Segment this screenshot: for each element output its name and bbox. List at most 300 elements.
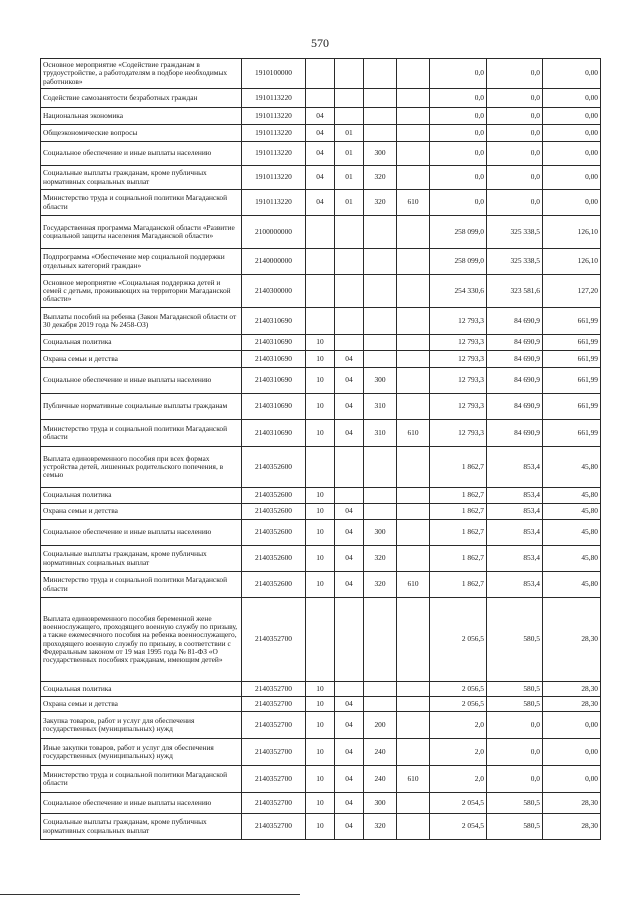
row-name: Общеэкономические вопросы	[41, 125, 242, 142]
execution-percent: 661,99	[543, 351, 601, 368]
row-name: Охрана семьи и детства	[41, 351, 242, 368]
section-code: 10	[306, 682, 335, 697]
row-name: Социальное обеспечение и иные выплаты населению	[41, 142, 242, 166]
subsection-code: 04	[335, 504, 364, 520]
row-name: Государственная программа Магаданской области «Развитие социальной защиты населения Магаданской области»	[41, 216, 242, 249]
row-name: Социальное обеспечение и иные выплаты населению	[41, 520, 242, 546]
ministry-code	[397, 89, 430, 108]
subsection-code: 01	[335, 142, 364, 166]
expense-type-code: 310	[364, 394, 397, 420]
table-row	[41, 394, 601, 420]
expense-type-code	[364, 216, 397, 249]
subsection-code	[335, 89, 364, 108]
expense-type-code: 300	[364, 793, 397, 814]
planned-amount: 1 862,7	[430, 546, 487, 572]
expense-type-code: 310	[364, 420, 397, 447]
target-code: 1910113220	[242, 125, 306, 142]
planned-amount: 12 793,3	[430, 368, 487, 394]
planned-amount: 0,0	[430, 166, 487, 190]
section-code: 10	[306, 420, 335, 447]
planned-amount: 1 862,7	[430, 572, 487, 598]
subsection-code: 04	[335, 572, 364, 598]
target-code: 2140310690	[242, 368, 306, 394]
row-name: Социальные выплаты гражданам, кроме публичных нормативных социальных выплат	[41, 546, 242, 572]
ministry-code	[397, 447, 430, 488]
execution-percent: 28,30	[543, 697, 601, 712]
target-code: 1910113220	[242, 142, 306, 166]
ministry-code: 610	[397, 190, 430, 216]
table-row	[41, 598, 601, 682]
table-row	[41, 520, 601, 546]
subsection-code: 04	[335, 697, 364, 712]
expense-type-code: 320	[364, 166, 397, 190]
target-code: 2140352700	[242, 814, 306, 840]
row-name: Выплата единовременного пособия беременной жене военнослужащего, проходящего военную службу по призыву, а также ежемесячного пособия на ребенка военнослужащего, проходящего военную службу по призыву, в соответствии с Федеральным законом от 19 мая 1995 года № 81-ФЗ «О государственных пособиях гражданам, имеющим детей»	[41, 598, 242, 682]
subsection-code	[335, 216, 364, 249]
subsection-code	[335, 488, 364, 504]
expense-type-code	[364, 335, 397, 351]
actual-amount: 0,0	[487, 766, 543, 793]
ministry-code	[397, 520, 430, 546]
expense-type-code	[364, 89, 397, 108]
expense-type-code	[364, 697, 397, 712]
ministry-code	[397, 739, 430, 766]
execution-percent: 0,00	[543, 125, 601, 142]
planned-amount: 0,0	[430, 142, 487, 166]
row-name: Социальная политика	[41, 488, 242, 504]
section-code	[306, 308, 335, 335]
table-row	[41, 335, 601, 351]
planned-amount: 12 793,3	[430, 335, 487, 351]
table-row	[41, 190, 601, 216]
subsection-code: 04	[335, 712, 364, 739]
ministry-code	[397, 108, 430, 125]
row-name: Подпрограмма «Обеспечение мер социальной поддержки отдельных категорий граждан»	[41, 249, 242, 275]
actual-amount: 853,4	[487, 546, 543, 572]
table-row	[41, 368, 601, 394]
execution-percent: 28,30	[543, 598, 601, 682]
row-name: Социальное обеспечение и иные выплаты населению	[41, 793, 242, 814]
execution-percent: 45,80	[543, 488, 601, 504]
planned-amount: 0,0	[430, 190, 487, 216]
table-row	[41, 739, 601, 766]
target-code: 2140352600	[242, 504, 306, 520]
ministry-code	[397, 793, 430, 814]
target-code: 2140300000	[242, 275, 306, 308]
table-row	[41, 125, 601, 142]
planned-amount: 2,0	[430, 739, 487, 766]
actual-amount: 853,4	[487, 504, 543, 520]
expense-type-code	[364, 308, 397, 335]
planned-amount: 2 056,5	[430, 697, 487, 712]
expense-type-code: 300	[364, 520, 397, 546]
section-code: 04	[306, 166, 335, 190]
section-code: 04	[306, 142, 335, 166]
subsection-code	[335, 108, 364, 125]
execution-percent: 0,00	[543, 712, 601, 739]
row-name: Социальные выплаты гражданам, кроме публичных нормативных социальных выплат	[41, 814, 242, 840]
expense-type-code	[364, 59, 397, 89]
actual-amount: 325 338,5	[487, 216, 543, 249]
planned-amount: 0,0	[430, 89, 487, 108]
planned-amount: 12 793,3	[430, 351, 487, 368]
row-name: Основное мероприятие «Содействие гражданам в трудоустройстве, а работодателям в подборе необходимых работников»	[41, 59, 242, 89]
execution-percent: 0,00	[543, 766, 601, 793]
section-code: 10	[306, 488, 335, 504]
execution-percent: 126,10	[543, 216, 601, 249]
target-code: 1910113220	[242, 166, 306, 190]
section-code: 10	[306, 351, 335, 368]
row-name: Закупка товаров, работ и услуг для обеспечения государственных (муниципальных) нужд	[41, 712, 242, 739]
footer-rule	[0, 894, 300, 895]
table-row	[41, 766, 601, 793]
row-name: Содействие самозанятости безработных граждан	[41, 89, 242, 108]
section-code	[306, 598, 335, 682]
ministry-code	[397, 142, 430, 166]
target-code: 2140352600	[242, 546, 306, 572]
row-name: Основное мероприятие «Социальная поддержка детей и семей с детьми, проживающих на территории Магаданской области»	[41, 275, 242, 308]
section-code	[306, 216, 335, 249]
planned-amount: 1 862,7	[430, 520, 487, 546]
execution-percent: 45,80	[543, 546, 601, 572]
planned-amount: 12 793,3	[430, 308, 487, 335]
planned-amount: 2 054,5	[430, 814, 487, 840]
subsection-code	[335, 59, 364, 89]
expense-type-code: 240	[364, 739, 397, 766]
target-code: 2140310690	[242, 335, 306, 351]
ministry-code: 610	[397, 766, 430, 793]
section-code	[306, 59, 335, 89]
ministry-code	[397, 697, 430, 712]
target-code: 2140310690	[242, 308, 306, 335]
target-code: 1910100000	[242, 59, 306, 89]
expense-type-code: 240	[364, 766, 397, 793]
table-row	[41, 572, 601, 598]
subsection-code: 04	[335, 420, 364, 447]
execution-percent: 0,00	[543, 108, 601, 125]
expense-type-code: 320	[364, 190, 397, 216]
table-body	[41, 59, 601, 840]
ministry-code	[397, 712, 430, 739]
actual-amount: 580,5	[487, 793, 543, 814]
table-row	[41, 59, 601, 89]
row-name: Министерство труда и социальной политики Магаданской области	[41, 572, 242, 598]
actual-amount: 580,5	[487, 697, 543, 712]
planned-amount: 254 330,6	[430, 275, 487, 308]
table-row	[41, 546, 601, 572]
subsection-code	[335, 335, 364, 351]
table-row	[41, 142, 601, 166]
actual-amount: 84 690,9	[487, 368, 543, 394]
target-code: 2140352600	[242, 447, 306, 488]
execution-percent: 45,80	[543, 572, 601, 598]
actual-amount: 325 338,5	[487, 249, 543, 275]
target-code: 2140352700	[242, 697, 306, 712]
row-name: Министерство труда и социальной политики Магаданской области	[41, 420, 242, 447]
actual-amount: 580,5	[487, 682, 543, 697]
section-code: 10	[306, 335, 335, 351]
row-name: Национальная экономика	[41, 108, 242, 125]
target-code: 2100000000	[242, 216, 306, 249]
execution-percent: 661,99	[543, 394, 601, 420]
row-name: Социальная политика	[41, 682, 242, 697]
expense-type-code	[364, 598, 397, 682]
subsection-code	[335, 308, 364, 335]
ministry-code	[397, 166, 430, 190]
ministry-code	[397, 308, 430, 335]
planned-amount: 12 793,3	[430, 420, 487, 447]
section-code	[306, 275, 335, 308]
table-row	[41, 793, 601, 814]
ministry-code	[397, 368, 430, 394]
execution-percent: 0,00	[543, 142, 601, 166]
ministry-code	[397, 59, 430, 89]
section-code: 04	[306, 190, 335, 216]
subsection-code: 04	[335, 793, 364, 814]
actual-amount: 0,0	[487, 108, 543, 125]
target-code: 1910113220	[242, 89, 306, 108]
planned-amount: 1 862,7	[430, 504, 487, 520]
actual-amount: 0,0	[487, 739, 543, 766]
section-code: 10	[306, 766, 335, 793]
execution-percent: 28,30	[543, 814, 601, 840]
planned-amount: 2,0	[430, 712, 487, 739]
budget-table	[40, 58, 601, 840]
ministry-code	[397, 351, 430, 368]
actual-amount: 0,0	[487, 190, 543, 216]
ministry-code	[397, 335, 430, 351]
target-code: 1910113220	[242, 108, 306, 125]
expense-type-code: 300	[364, 368, 397, 394]
execution-percent: 0,00	[543, 190, 601, 216]
expense-type-code	[364, 125, 397, 142]
section-code: 10	[306, 697, 335, 712]
table-row	[41, 447, 601, 488]
expense-type-code	[364, 108, 397, 125]
planned-amount: 0,0	[430, 59, 487, 89]
ministry-code	[397, 488, 430, 504]
section-code: 10	[306, 793, 335, 814]
target-code: 2140310690	[242, 420, 306, 447]
table-row	[41, 216, 601, 249]
target-code: 2140000000	[242, 249, 306, 275]
table-row	[41, 814, 601, 840]
execution-percent: 0,00	[543, 739, 601, 766]
expense-type-code	[364, 682, 397, 697]
ministry-code	[397, 546, 430, 572]
section-code: 04	[306, 108, 335, 125]
subsection-code	[335, 447, 364, 488]
execution-percent: 126,10	[543, 249, 601, 275]
planned-amount: 2 056,5	[430, 682, 487, 697]
table-row	[41, 249, 601, 275]
section-code: 10	[306, 504, 335, 520]
target-code: 2140352600	[242, 520, 306, 546]
execution-percent: 45,80	[543, 504, 601, 520]
row-name: Выплата единовременного пособия при всех формах устройства детей, лишенных родительского попечения, в семью	[41, 447, 242, 488]
ministry-code	[397, 125, 430, 142]
execution-percent: 0,00	[543, 166, 601, 190]
target-code: 1910113220	[242, 190, 306, 216]
table-row	[41, 108, 601, 125]
table-row	[41, 308, 601, 335]
actual-amount: 84 690,9	[487, 420, 543, 447]
actual-amount: 84 690,9	[487, 351, 543, 368]
actual-amount: 853,4	[487, 572, 543, 598]
target-code: 2140352700	[242, 793, 306, 814]
subsection-code	[335, 682, 364, 697]
table-row	[41, 504, 601, 520]
row-name: Социальные выплаты гражданам, кроме публичных нормативных социальных выплат	[41, 166, 242, 190]
table-row	[41, 351, 601, 368]
execution-percent: 45,80	[543, 520, 601, 546]
expense-type-code	[364, 488, 397, 504]
section-code: 04	[306, 125, 335, 142]
table-row	[41, 166, 601, 190]
ministry-code: 610	[397, 420, 430, 447]
section-code: 10	[306, 520, 335, 546]
expense-type-code	[364, 447, 397, 488]
planned-amount: 2 054,5	[430, 793, 487, 814]
target-code: 2140352700	[242, 682, 306, 697]
subsection-code: 01	[335, 125, 364, 142]
subsection-code: 04	[335, 766, 364, 793]
subsection-code: 04	[335, 368, 364, 394]
table-row	[41, 682, 601, 697]
planned-amount: 258 099,0	[430, 216, 487, 249]
actual-amount: 84 690,9	[487, 308, 543, 335]
section-code	[306, 89, 335, 108]
expense-type-code	[364, 275, 397, 308]
execution-percent: 661,99	[543, 368, 601, 394]
section-code	[306, 249, 335, 275]
actual-amount: 84 690,9	[487, 335, 543, 351]
row-name: Иные закупки товаров, работ и услуг для обеспечения государственных (муниципальных) нужд	[41, 739, 242, 766]
execution-percent: 127,20	[543, 275, 601, 308]
section-code: 10	[306, 739, 335, 766]
row-name: Министерство труда и социальной политики Магаданской области	[41, 766, 242, 793]
row-name: Министерство труда и социальной политики Магаданской области	[41, 190, 242, 216]
subsection-code	[335, 598, 364, 682]
row-name: Социальная политика	[41, 335, 242, 351]
execution-percent: 661,99	[543, 420, 601, 447]
subsection-code: 04	[335, 546, 364, 572]
actual-amount: 580,5	[487, 814, 543, 840]
subsection-code	[335, 249, 364, 275]
section-code: 10	[306, 712, 335, 739]
subsection-code: 01	[335, 166, 364, 190]
actual-amount: 84 690,9	[487, 394, 543, 420]
actual-amount: 0,0	[487, 59, 543, 89]
expense-type-code: 320	[364, 572, 397, 598]
expense-type-code: 320	[364, 546, 397, 572]
section-code	[306, 447, 335, 488]
subsection-code: 04	[335, 739, 364, 766]
planned-amount: 2 056,5	[430, 598, 487, 682]
planned-amount: 258 099,0	[430, 249, 487, 275]
target-code: 2140352600	[242, 572, 306, 598]
subsection-code	[335, 275, 364, 308]
actual-amount: 580,5	[487, 598, 543, 682]
row-name: Выплаты пособий на ребенка (Закон Магаданской области от 30 декабря 2019 года № 2458-ОЗ)	[41, 308, 242, 335]
table-row	[41, 697, 601, 712]
execution-percent: 45,80	[543, 447, 601, 488]
expense-type-code	[364, 249, 397, 275]
table-row	[41, 420, 601, 447]
section-code: 10	[306, 368, 335, 394]
planned-amount: 1 862,7	[430, 447, 487, 488]
expense-type-code	[364, 504, 397, 520]
subsection-code: 04	[335, 520, 364, 546]
subsection-code: 04	[335, 351, 364, 368]
target-code: 2140352700	[242, 598, 306, 682]
ministry-code	[397, 598, 430, 682]
actual-amount: 323 581,6	[487, 275, 543, 308]
actual-amount: 853,4	[487, 488, 543, 504]
target-code: 2140310690	[242, 351, 306, 368]
table-row	[41, 712, 601, 739]
planned-amount: 2,0	[430, 766, 487, 793]
table-row	[41, 275, 601, 308]
row-name: Социальное обеспечение и иные выплаты населению	[41, 368, 242, 394]
actual-amount: 853,4	[487, 520, 543, 546]
table-row	[41, 488, 601, 504]
section-code: 10	[306, 394, 335, 420]
execution-percent: 661,99	[543, 335, 601, 351]
subsection-code: 04	[335, 814, 364, 840]
target-code: 2140352700	[242, 712, 306, 739]
subsection-code: 01	[335, 190, 364, 216]
actual-amount: 0,0	[487, 89, 543, 108]
actual-amount: 853,4	[487, 447, 543, 488]
row-name: Охрана семьи и детства	[41, 504, 242, 520]
actual-amount: 0,0	[487, 125, 543, 142]
execution-percent: 0,00	[543, 89, 601, 108]
planned-amount: 0,0	[430, 125, 487, 142]
expense-type-code	[364, 351, 397, 368]
target-code: 2140352700	[242, 766, 306, 793]
ministry-code	[397, 249, 430, 275]
planned-amount: 0,0	[430, 108, 487, 125]
subsection-code: 04	[335, 394, 364, 420]
ministry-code	[397, 394, 430, 420]
ministry-code	[397, 504, 430, 520]
section-code: 10	[306, 572, 335, 598]
ministry-code: 610	[397, 572, 430, 598]
target-code: 2140310690	[242, 394, 306, 420]
page-number: 570	[311, 36, 329, 50]
actual-amount: 0,0	[487, 166, 543, 190]
table-row	[41, 89, 601, 108]
planned-amount: 1 862,7	[430, 488, 487, 504]
execution-percent: 28,30	[543, 682, 601, 697]
ministry-code	[397, 814, 430, 840]
section-code: 10	[306, 814, 335, 840]
expense-type-code: 200	[364, 712, 397, 739]
expense-type-code: 300	[364, 142, 397, 166]
section-code: 10	[306, 546, 335, 572]
row-name: Охрана семьи и детства	[41, 697, 242, 712]
execution-percent: 28,30	[543, 793, 601, 814]
target-code: 2140352700	[242, 739, 306, 766]
row-name: Публичные нормативные социальные выплаты гражданам	[41, 394, 242, 420]
expense-type-code: 320	[364, 814, 397, 840]
ministry-code	[397, 682, 430, 697]
ministry-code	[397, 216, 430, 249]
actual-amount: 0,0	[487, 142, 543, 166]
actual-amount: 0,0	[487, 712, 543, 739]
execution-percent: 661,99	[543, 308, 601, 335]
